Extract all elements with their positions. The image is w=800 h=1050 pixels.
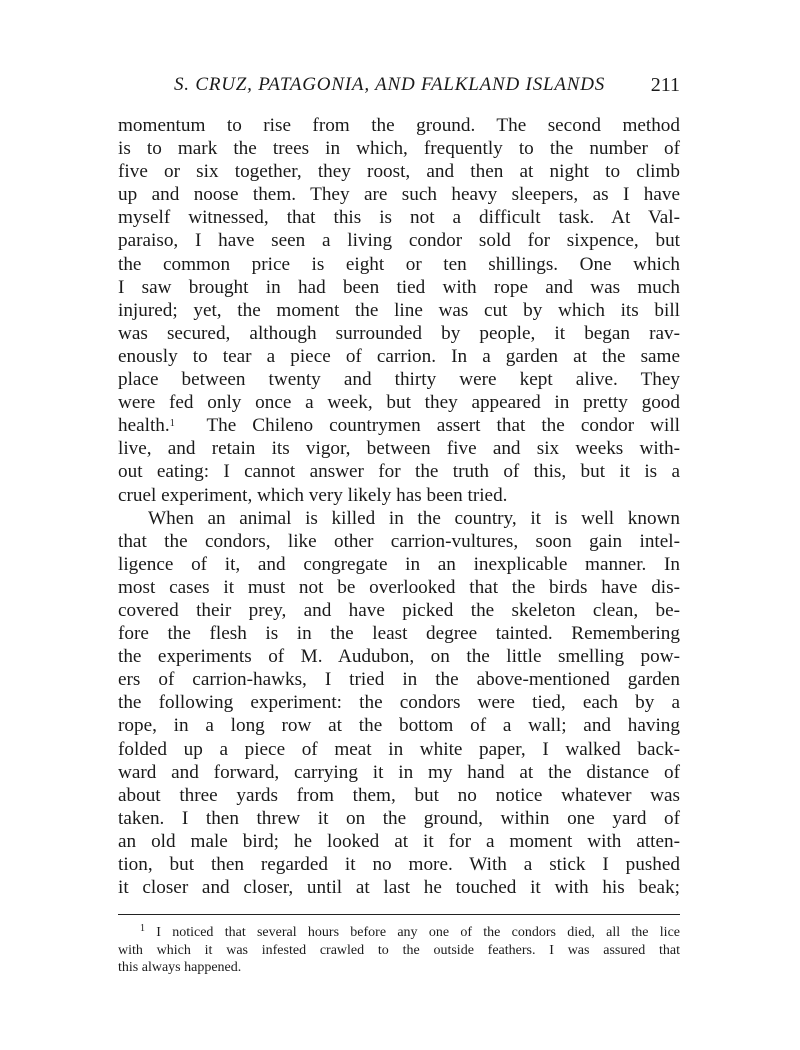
footnote-divider xyxy=(118,914,680,915)
text-line: that the condors, like other carrion-vultures, soon gain intel- xyxy=(118,530,680,552)
text-line: tion, but then regarded it no more. With a stick I pushed xyxy=(118,854,680,875)
text-line: ers of carrion-hawks, I tried in the above-mentioned garden xyxy=(118,669,680,691)
text-line: were fed only once a week, but they appeared in pretty good xyxy=(118,392,680,414)
text-line: covered their prey, and have picked the skeleton clean, be- xyxy=(118,599,680,621)
footnote-line: this always happened. xyxy=(118,960,242,975)
text-line: paraiso, I have seen a living condor sold for sixpence, but xyxy=(118,230,680,252)
text-line: about three yards from them, but no notice whatever was xyxy=(118,784,680,806)
text-line: up and noose them. They are such heavy sleepers, as I have xyxy=(118,184,680,206)
text-line: an old male bird; he looked at it for a moment with atten- xyxy=(118,830,680,852)
text-line: most cases it must not be overlooked that the birds have dis- xyxy=(118,576,680,598)
footnote-reference: 1 xyxy=(169,418,175,430)
text-line: folded up a piece of meat in white paper, I walked back- xyxy=(118,738,680,760)
text-line: live, and retain its vigor, between five and six weeks with- xyxy=(118,438,680,460)
text-line: five or six together, they roost, and then at night to climb xyxy=(118,161,680,183)
footnote-text: I noticed that several hours before any one of the condors died, all the lice xyxy=(156,925,680,940)
text-line: ligence of it, and congregate in an inexplicable manner. In xyxy=(118,553,680,575)
text-line-with-footnote-ref xyxy=(118,414,680,437)
text-line-remainder: The Chileno countrymen assert that the condor will xyxy=(206,415,681,437)
text-line: is to mark the trees in which, frequently to the number of xyxy=(118,138,680,160)
text-line: place between twenty and thirty were kept alive. They xyxy=(118,369,680,391)
page-number: 211 xyxy=(650,74,680,96)
running-head-title: S. CRUZ, PATAGONIA, AND FALKLAND ISLANDS xyxy=(174,74,606,95)
footnote-line: with which it was infested crawled to the outside feathers. I was assured that xyxy=(118,942,680,958)
text-line: enously to tear a piece of carrion. In a garden at the same xyxy=(118,345,680,367)
paragraph-start-line: When an animal is killed in the country, it is well known xyxy=(148,507,680,529)
text-line: the common price is eight or ten shillings. One which xyxy=(118,253,680,275)
text-line: out eating: I cannot answer for the truth of this, but it is a xyxy=(118,461,680,483)
body-text xyxy=(118,114,680,899)
text-line: injured; yet, the moment the line was cut by which its bill xyxy=(118,299,680,321)
footnote-line xyxy=(118,924,680,942)
text-line: myself witnessed, that this is not a difficult task. At Val- xyxy=(118,207,680,229)
health-word: health. xyxy=(118,415,170,437)
paragraph-end-line: cruel experiment, which very likely has been tried. xyxy=(118,484,508,506)
text-line: the following experiment: the condors were tied, each by a xyxy=(118,692,680,714)
text-line: momentum to rise from the ground. The second method xyxy=(118,115,680,136)
footnote-marker: 1 xyxy=(140,923,145,934)
running-header xyxy=(118,74,680,102)
text-line: I saw brought in had been tied with rope and was much xyxy=(118,276,680,298)
text-line: was secured, although surrounded by people, it began rav- xyxy=(118,322,680,344)
text-line: fore the flesh is in the least degree tainted. Remembering xyxy=(118,623,680,645)
footnote xyxy=(118,924,680,977)
text-line: it closer and closer, until at last he touched it with his beak; xyxy=(118,877,680,899)
text-line: the experiments of M. Audubon, on the little smelling pow- xyxy=(118,646,680,668)
text-line: taken. I then threw it on the ground, within one yard of xyxy=(118,807,680,829)
text-line: rope, in a long row at the bottom of a wall; and having xyxy=(118,715,680,737)
text-line: ward and forward, carrying it in my hand at the distance of xyxy=(118,761,680,783)
